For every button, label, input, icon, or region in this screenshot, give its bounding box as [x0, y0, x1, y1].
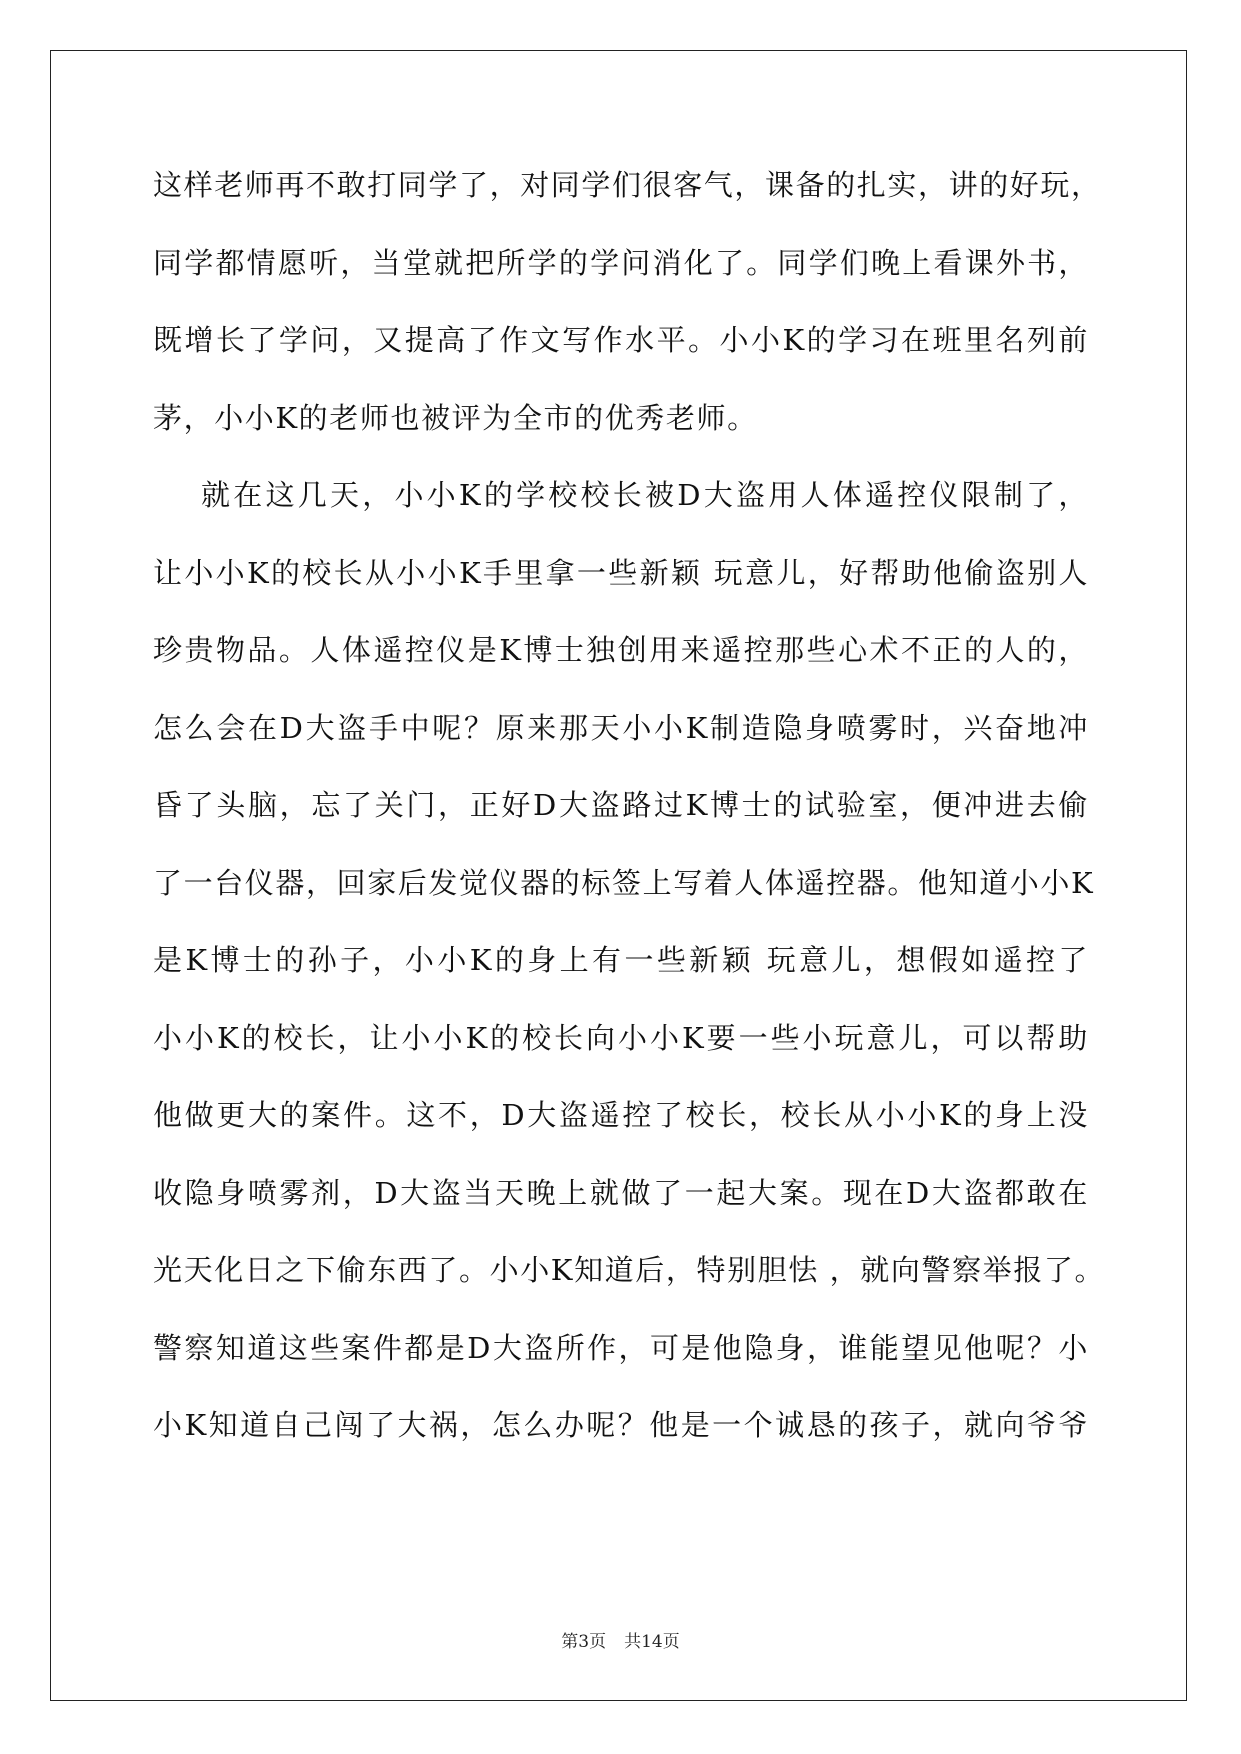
text-line: 让小小K的校长从小小K手里拿一些新颖 玩意儿，好帮助他偷盗别人 — [153, 555, 1089, 590]
page-footer — [0, 1627, 1241, 1652]
text-line: 了一台仪器，回家后发觉仪器的标签上写着人体遥控器。他知道小小K — [153, 865, 1095, 900]
text-line: 同学都情愿听，当堂就把所学的学问消化了。同学们晚上看课外书， — [153, 245, 1089, 280]
text-line: 珍贵物品。人体遥控仪是K博士独创用来遥控那些心术不正的人的， — [153, 633, 1089, 667]
text-line: 既增长了学问，又提高了作文写作水平。小小K的学习在班里名列前 — [153, 323, 1089, 357]
text-line: 他做更大的案件。这不，D大盗遥控了校长，校长从小小K的身上没 — [153, 1098, 1089, 1132]
body-text — [153, 163, 1106, 1481]
text-line: 茅，小小K的老师也被评为全市的优秀老师。 — [153, 400, 758, 435]
text-line: 小K知道自己闯了大祸，怎么办呢？他是一个诚恳的孩子，就向爷爷 — [153, 1408, 1089, 1442]
text-line: 警察知道这些案件都是D大盗所作，可是他隐身，谁能望见他呢？小 — [153, 1330, 1089, 1365]
text-line: 昏了头脑，忘了关门，正好D大盗路过K博士的试验室，便冲进去偷 — [153, 788, 1089, 822]
text-line: 是K博士的孙子，小小K的身上有一些新颖 玩意儿，想假如遥控了 — [153, 943, 1089, 977]
text-line: 收隐身喷雾剂，D大盗当天晚上就做了一起大案。现在D大盗都敢在 — [153, 1175, 1089, 1210]
text-line: 光天化日之下偷东西了。小小K知道后，特别胆怯 ，就向警察举报了。 — [153, 1253, 1106, 1287]
page-number: 第3页 — [561, 1632, 607, 1652]
page-total: 共14页 — [624, 1632, 680, 1652]
text-line: 怎么会在D大盗手中呢？原来那天小小K制造隐身喷雾时，兴奋地冲 — [153, 710, 1089, 745]
text-line: 小小K的校长，让小小K的校长向小小K要一些小玩意儿，可以帮助 — [153, 1020, 1089, 1055]
paragraph-start-line: 就在这几天，小小K的学校校长被D大盗用人体遥控仪限制了， — [201, 478, 1089, 512]
text-line: 这样老师再不敢打同学了，对同学们很客气，课备的扎实，讲的好玩， — [153, 168, 1102, 202]
